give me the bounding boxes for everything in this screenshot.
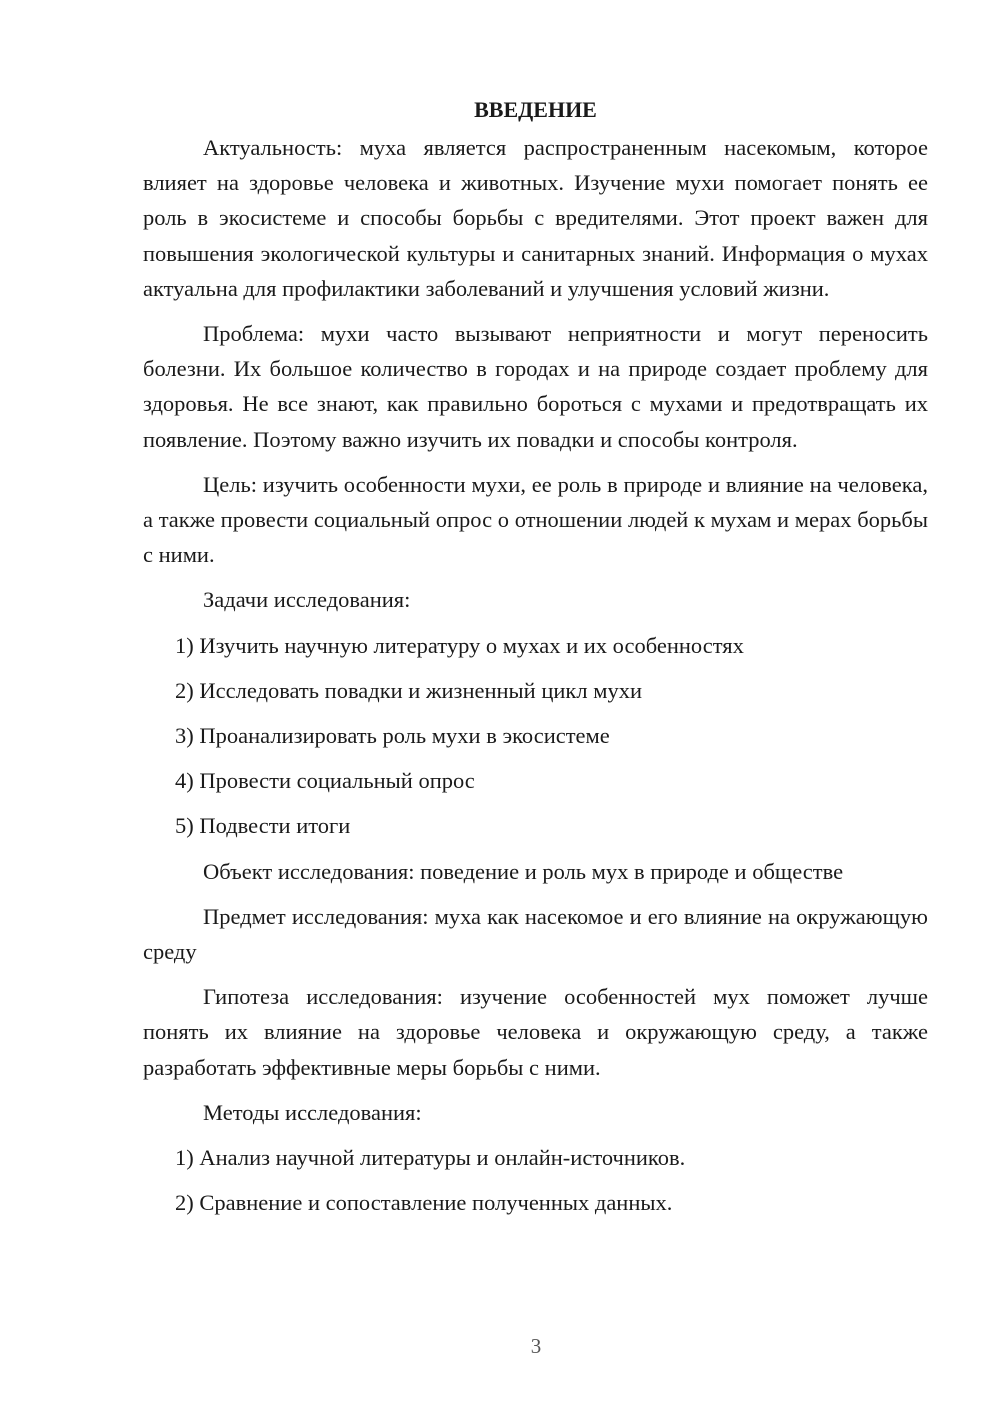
page-number: 3	[530, 1334, 542, 1358]
method-item: 2) Сравнение и сопоставление полученных данных.	[175, 1190, 673, 1216]
task-item: 5) Подвести итоги	[175, 813, 351, 839]
task-item: 2) Исследовать повадки и жизненный цикл мухи	[175, 677, 642, 703]
document-page	[143, 92, 928, 1230]
task-item: 4) Провести социальный опрос	[175, 768, 475, 794]
task-item: 3) Проанализировать роль мухи в экосистеме	[175, 723, 610, 749]
problem-paragraph: Проблема: мухи часто вызывают неприятности и могут переносить болезни. Их большое количество в городах и на природе создает проблему для здоровья. Не все знают, как правильно бороться с мухами и предотвращать их появление. Поэтому важно изучить их повадки и способы контроля.	[143, 321, 928, 452]
hypothesis-paragraph: Гипотеза исследования: изучение особенностей мух поможет лучше понять их влияние на здоровье человека и окружающую среду, а также разработать эффективные меры борьбы с ними.	[143, 984, 928, 1080]
task-item: 1) Изучить научную литературу о мухах и их особенностях	[175, 632, 744, 658]
relevance-paragraph: Актуальность: муха является распространенным насекомым, которое влияет на здоровье человека и животных. Изучение мухи помогает понять ее роль в экосистеме и способы борьбы с вредителями. Этот проект важен для повышения экологической культуры и санитарных знаний. Информация о мухах актуальна для профилактики заболеваний и улучшения условий жизни.	[143, 135, 928, 301]
subject-paragraph: Предмет исследования: муха как насекомое и его влияние на окружающую среду	[143, 903, 928, 965]
object-paragraph: Объект исследования: поведение и роль мух в природе и обществе	[203, 858, 844, 884]
method-item: 1) Анализ научной литературы и онлайн-источников.	[175, 1145, 686, 1171]
page-title: ВВЕДЕНИЕ	[474, 97, 597, 122]
goal-paragraph: Цель: изучить особенности мухи, ее роль в природе и влияние на человека, а также провести социальный опрос о отношении людей к мухам и мерах борьбы с ними.	[143, 471, 928, 568]
methods-heading: Методы исследования:	[203, 1099, 422, 1125]
tasks-heading: Задачи исследования:	[203, 587, 411, 613]
